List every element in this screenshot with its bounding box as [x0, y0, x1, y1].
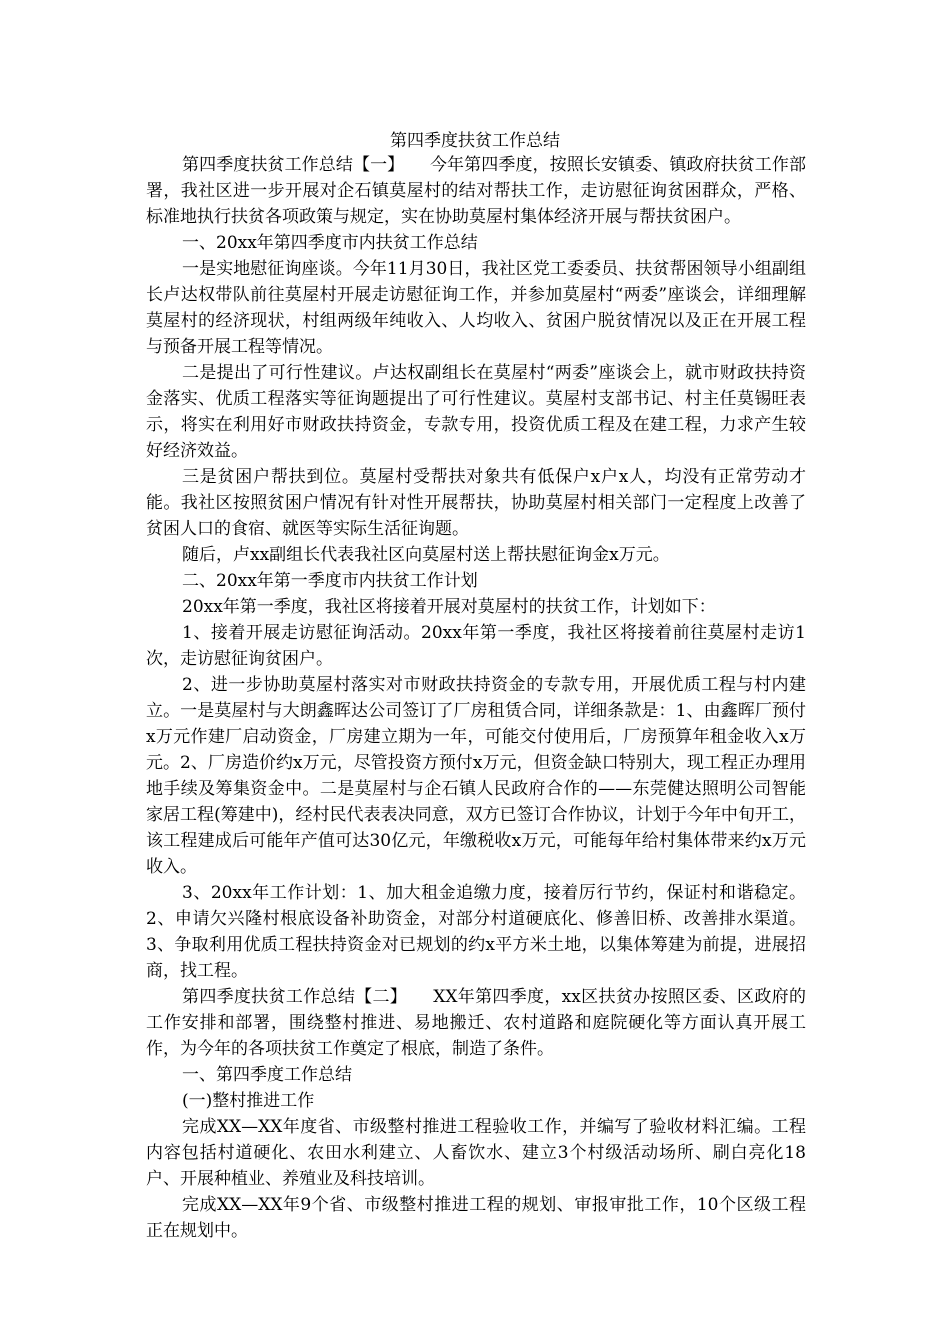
- document-title: 第四季度扶贫工作总结: [390, 131, 560, 151]
- paragraph: 随后，卢xx副组长代表我社区向莫屋村送上帮扶慰征询金x万元。: [182, 545, 670, 565]
- section-heading: 一、第四季度工作总结: [182, 1065, 352, 1085]
- paragraph: 1、接着开展走访慰征询活动。20xx年第一季度，我社区将接着前往莫屋村走访1次，走访慰征询贫困户。: [146, 623, 806, 669]
- subsection-heading: (一)整村推进工作: [182, 1091, 315, 1111]
- paragraph: 二是提出了可行性建议。卢达权副组长在莫屋村“两委”座谈会上，就市财政扶持资金落实、优质工程落实等征询题提出了可行性建议。莫屋村支部书记、村主任莫锡旺表示，将实在利用好市财政扶持资金，专款专用，投资优质工程及在建工程，力求产生较好经济效益。: [146, 363, 806, 461]
- paragraph: 第四季度扶贫工作总结【二】 XX年第四季度，xx区扶贫办按照区委、区政府的工作安排和部署，围绕整村推进、易地搬迁、农村道路和庭院硬化等方面认真开展工作，为今年的各项扶贫工作奠定了根底，制造了条件。: [146, 987, 806, 1059]
- paragraph: 20xx年第一季度，我社区将接着开展对莫屋村的扶贫工作，计划如下：: [182, 597, 716, 617]
- paragraph: 2、进一步协助莫屋村落实对市财政扶持资金的专款专用，开展优质工程与村内建立。一是莫屋村与大朗鑫晖达公司签订了厂房租赁合同，详细条款是：1、由鑫晖厂预付x万元作建厂启动资金，厂房建立期为一年，可能交付使用后，厂房预算年租金收入x万元。2、厂房造价约x万元，尽管投资方预付x万元，但资金缺口特别大，现工程正办理用地手续及筹集资金中。二是莫屋村与企石镇人民政府合作的——东莞健达照明公司智能家居工程(筹建中)，经村民代表表决同意，双方已签订合作协议，计划于今年中旬开工，该工程建成后可能年产值可达30亿元，年缴税收x万元，可能每年给村集体带来约x万元收入。: [146, 675, 806, 877]
- paragraph: 第四季度扶贫工作总结【一】 今年第四季度，按照长安镇委、镇政府扶贫工作部署，我社区进一步开展对企石镇莫屋村的结对帮扶工作，走访慰征询贫困群众，严格、标准地执行扶贫各项政策与规定，实在协助莫屋村集体经济开展与帮扶贫困户。: [146, 155, 806, 227]
- paragraph: 一是实地慰征询座谈。今年11月30日，我社区党工委委员、扶贫帮困领导小组副组长卢达权带队前往莫屋村开展走访慰征询工作，并参加莫屋村“两委”座谈会，详细理解莫屋村的经济现状，村组两级年纯收入、人均收入、贫困户脱贫情况以及正在开展工程与预备开展工程等情况。: [146, 259, 806, 357]
- paragraph: 完成XX—XX年9个省、市级整村推进工程的规划、审报审批工作，10个区级工程正在规划中。: [146, 1195, 806, 1241]
- document-body: [146, 152, 806, 1244]
- section-heading: 二、20xx年第一季度市内扶贫工作计划: [182, 571, 478, 591]
- paragraph: 完成XX—XX年度省、市级整村推进工程验收工作，并编写了验收材料汇编。工程内容包括村道硬化、农田水利建立、人畜饮水、建立3个村级活动场所、刷白亮化18户、开展种植业、养殖业及科技培训。: [146, 1117, 806, 1189]
- paragraph: 三是贫困户帮扶到位。莫屋村受帮扶对象共有低保户x户x人，均没有正常劳动才能。我社区按照贫困户情况有针对性开展帮扶，协助莫屋村相关部门一定程度上改善了贫困人口的食宿、就医等实际生活征询题。: [146, 467, 806, 539]
- section-heading: 一、20xx年第四季度市内扶贫工作总结: [182, 233, 478, 253]
- paragraph: 3、20xx年工作计划：1、加大租金追缴力度，接着厉行节约，保证村和谐稳定。2、申请欠兴隆村根底设备补助资金，对部分村道硬底化、修善旧桥、改善排水渠道。3、争取利用优质工程扶持资金对已规划的约x平方米土地，以集体筹建为前提，进展招商，找工程。: [146, 883, 806, 981]
